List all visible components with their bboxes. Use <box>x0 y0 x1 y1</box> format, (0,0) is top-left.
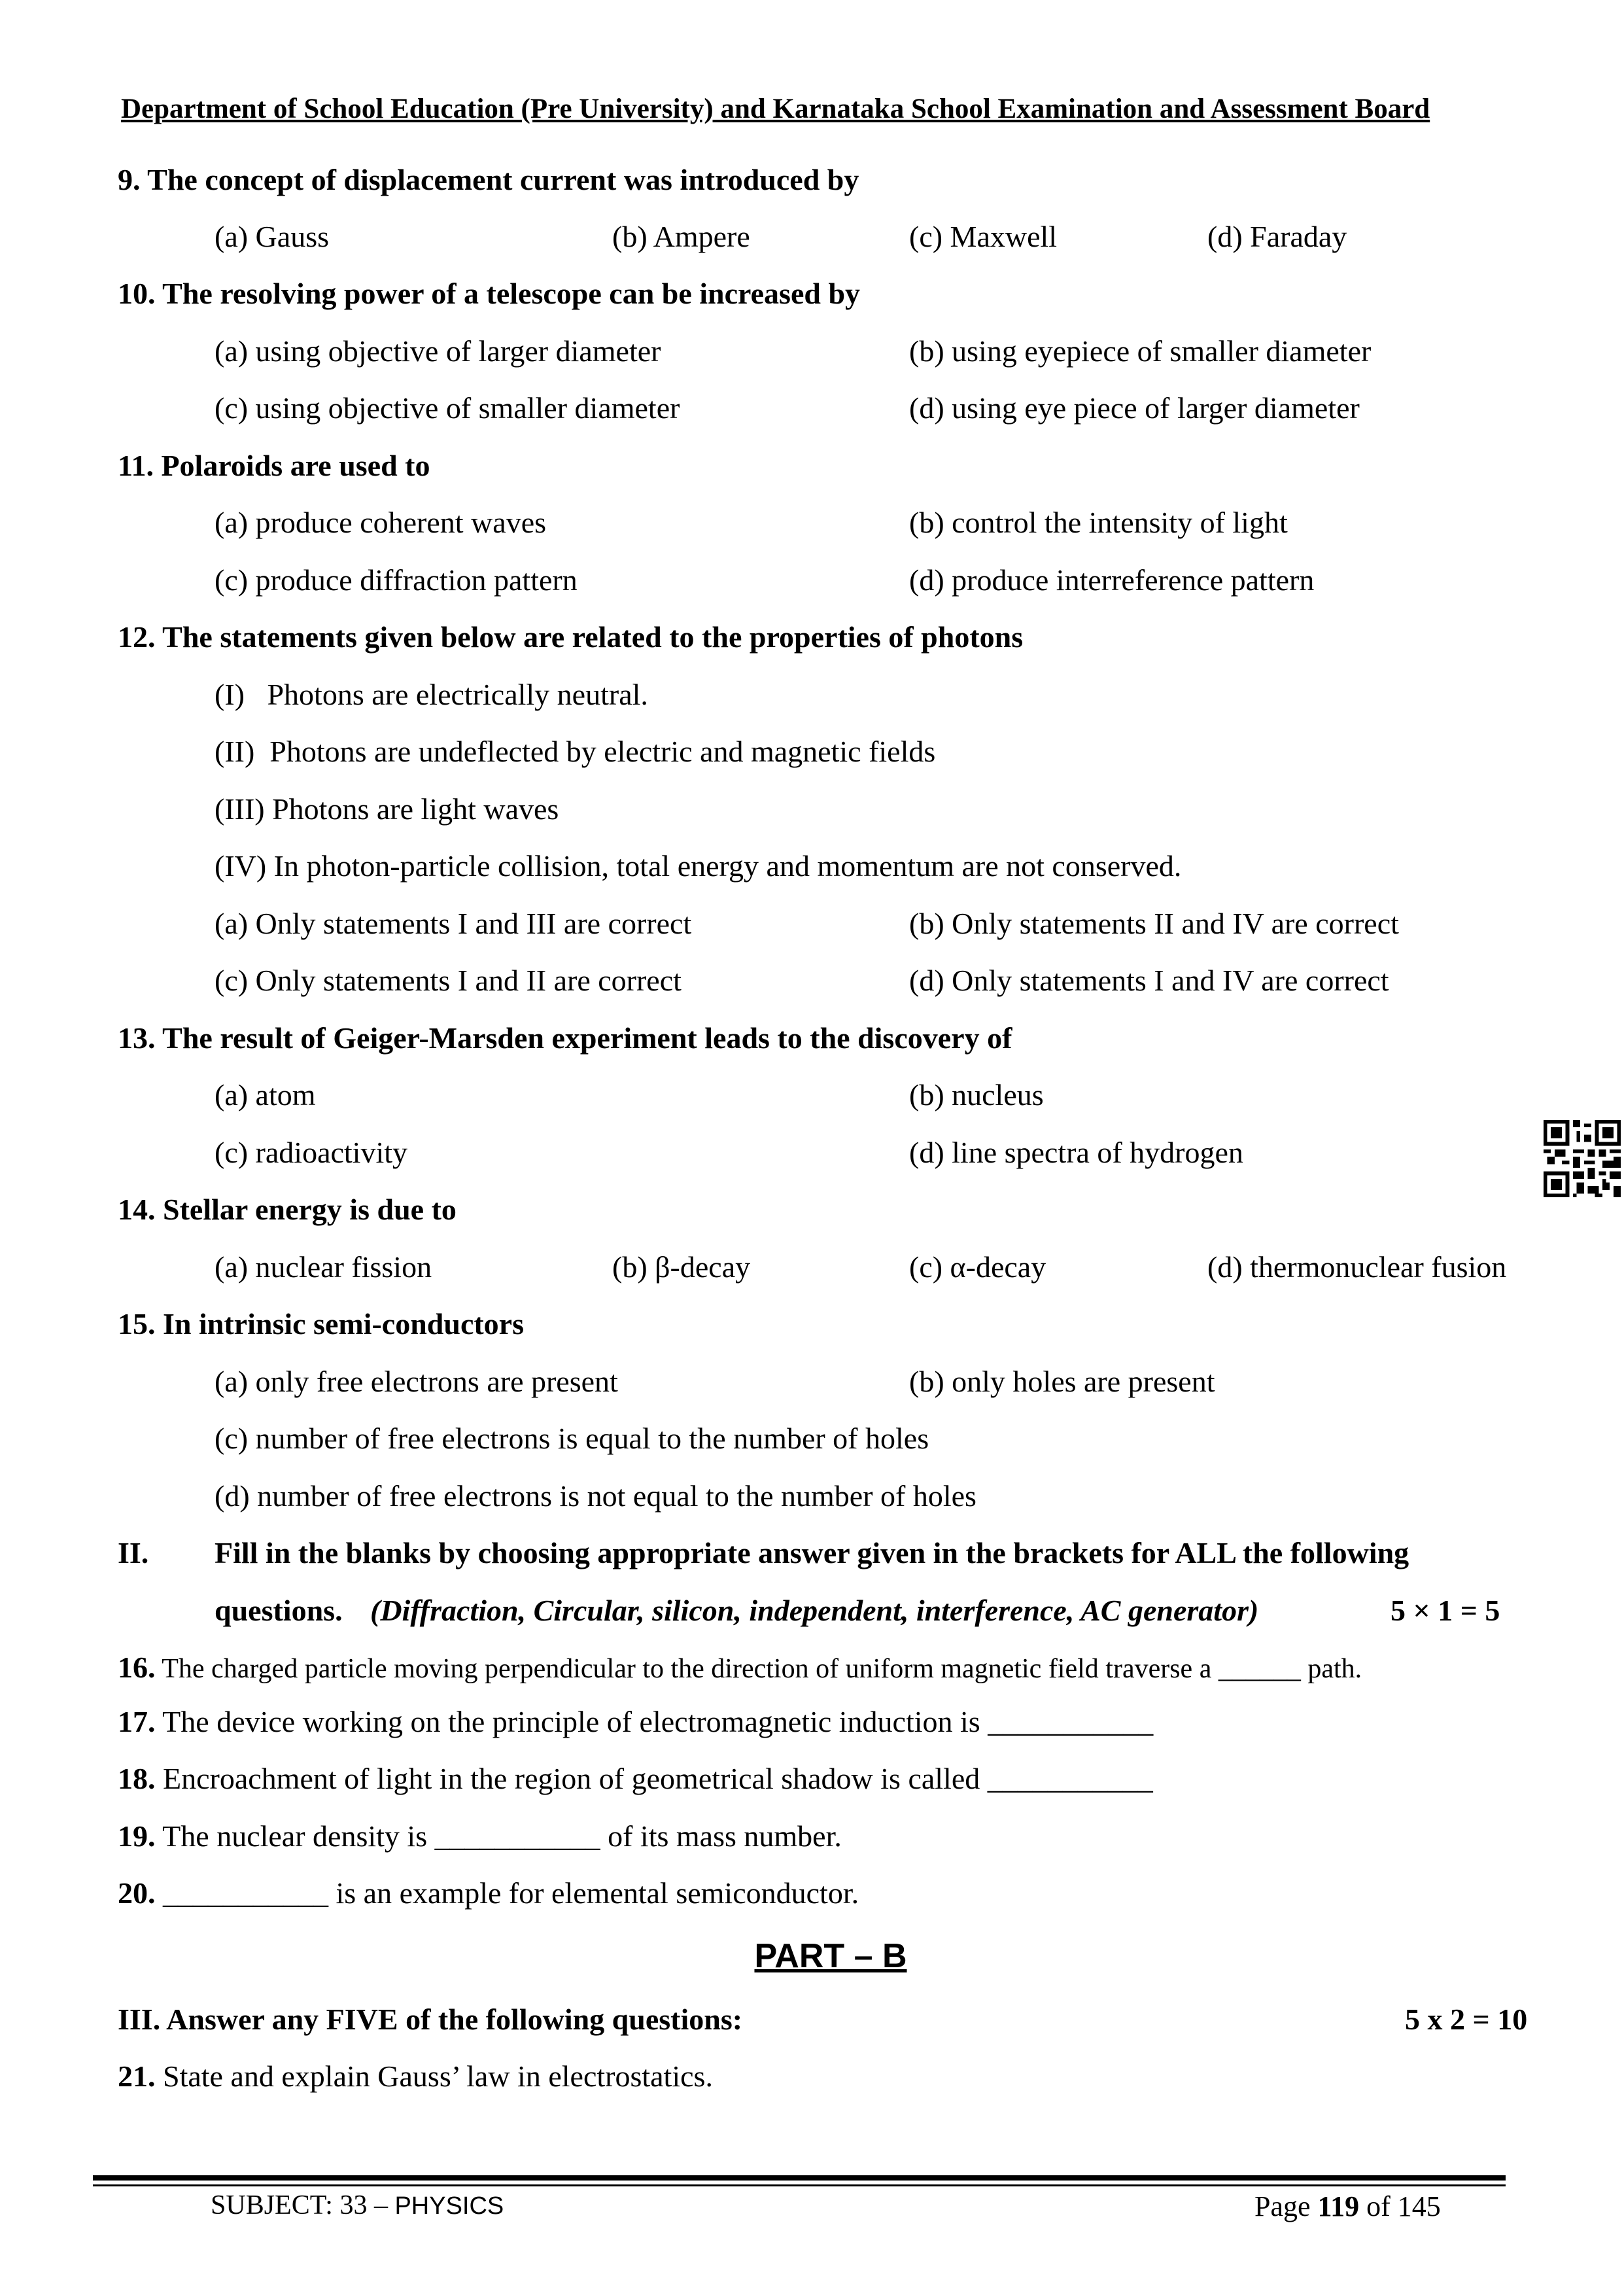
section-2-instruction: Fill in the blanks by choosing appropriate answer given in the brackets for ALL the following <box>215 1536 1409 1569</box>
footer-rule-thick <box>93 2175 1506 2181</box>
q12-option-a: (a) Only statements I and III are correct <box>215 907 692 940</box>
q14-option-d: (d) thermonuclear fusion <box>1207 1250 1507 1284</box>
q11-option-b: (b) control the intensity of light <box>909 506 1288 539</box>
part-b-title: PART – B <box>754 1937 907 1975</box>
question-18 <box>118 1761 1153 1796</box>
q21-text: State and explain Gauss’ law in electrostatics. <box>163 2059 713 2093</box>
q15-option-d: (d) number of free electrons is not equal to the number of holes <box>215 1479 976 1513</box>
q21-number: 21. <box>118 2059 156 2093</box>
q11-option-a: (a) produce coherent waves <box>215 506 547 539</box>
question-21 <box>118 2059 713 2094</box>
footer-page <box>1254 2190 1441 2223</box>
question-12: 12. The statements given below are related to the properties of photons <box>118 620 1024 654</box>
footer-subject-prefix: SUBJECT: 33 – <box>211 2190 395 2220</box>
q9-option-a: (a) Gauss <box>215 220 329 253</box>
q20-number: 20. <box>118 1876 156 1910</box>
q12-option-c: (c) Only statements I and II are correct <box>215 964 682 997</box>
q12-statement-1: (I) Photons are electrically neutral. <box>215 678 648 711</box>
q15-option-b: (b) only holes are present <box>909 1365 1215 1398</box>
q9-option-b: (b) Ampere <box>612 220 750 253</box>
q12-statement-3: (III) Photons are light waves <box>215 792 559 826</box>
q16-number: 16. <box>118 1651 156 1684</box>
q12-statement-4: (IV) In photon-particle collision, total energy and momentum are not conserved. <box>215 849 1182 883</box>
footer-subject-name: PHYSICS <box>394 2192 504 2220</box>
question-19 <box>118 1819 842 1853</box>
q12-option-d: (d) Only statements I and IV are correct <box>909 964 1389 997</box>
q12-option-b: (b) Only statements II and IV are correct <box>909 907 1399 940</box>
q10-option-b: (b) using eyepiece of smaller diameter <box>909 334 1372 368</box>
q9-option-d: (d) Faraday <box>1207 220 1347 253</box>
section-2-choices: (Diffraction, Circular, silicon, independent, interference, AC generator) <box>370 1594 1259 1627</box>
q13-option-c: (c) radioactivity <box>215 1136 408 1169</box>
section-2-instruction-cont: questions. <box>215 1594 343 1627</box>
footer-page-label: Page <box>1254 2190 1318 2222</box>
question-10: 10. The resolving power of a telescope can be increased by <box>118 277 861 310</box>
question-16 <box>118 1650 1362 1685</box>
question-14: 14. Stellar energy is due to <box>118 1193 457 1226</box>
footer-subject <box>211 2190 504 2221</box>
board-header: Department of School Education (Pre University) and Karnataka School Examination and Assessment Board <box>121 94 1430 124</box>
q20-text: ___________ is an example for elemental semiconductor. <box>163 1876 859 1910</box>
q19-text: The nuclear density is ___________ of its mass number. <box>162 1819 842 1853</box>
q17-number: 17. <box>118 1705 156 1738</box>
q10-option-c: (c) using objective of smaller diameter <box>215 391 680 425</box>
q14-option-a: (a) nuclear fission <box>215 1250 432 1284</box>
section-3-marks: 5 x 2 = 10 <box>1405 2003 1528 2036</box>
question-17 <box>118 1704 1153 1739</box>
q19-number: 19. <box>118 1819 156 1853</box>
q13-option-a: (a) atom <box>215 1078 316 1112</box>
section-2-numeral: II. <box>118 1536 149 1569</box>
q11-option-d: (d) produce interreference pattern <box>909 563 1315 597</box>
section-3-instruction: III. Answer any FIVE of the following questions: <box>118 2003 743 2036</box>
question-13: 13. The result of Geiger-Marsden experiment leads to the discovery of <box>118 1021 1012 1055</box>
section-2-marks: 5 × 1 = 5 <box>1391 1594 1500 1627</box>
q14-option-c: (c) α-decay <box>909 1250 1046 1284</box>
q10-option-a: (a) using objective of larger diameter <box>215 334 661 368</box>
question-20 <box>118 1876 859 1910</box>
q10-option-d: (d) using eye piece of larger diameter <box>909 391 1360 425</box>
q14-option-b: (b) β-decay <box>612 1250 751 1284</box>
q11-option-c: (c) produce diffraction pattern <box>215 563 578 597</box>
q15-option-c: (c) number of free electrons is equal to the number of holes <box>215 1422 929 1455</box>
q18-number: 18. <box>118 1762 156 1795</box>
footer-page-number: 119 <box>1317 2190 1360 2222</box>
q9-option-c: (c) Maxwell <box>909 220 1058 253</box>
q17-text: The device working on the principle of electromagnetic induction is ___________ <box>162 1705 1154 1738</box>
q12-statement-2: (II) Photons are undeflected by electric and magnetic fields <box>215 735 936 768</box>
footer-page-total: of 145 <box>1359 2190 1441 2222</box>
q13-option-d: (d) line spectra of hydrogen <box>909 1136 1243 1169</box>
question-9: 9. The concept of displacement current was introduced by <box>118 163 859 196</box>
question-15: 15. In intrinsic semi-conductors <box>118 1307 524 1340</box>
q18-text: Encroachment of light in the region of geometrical shadow is called ___________ <box>163 1762 1153 1795</box>
q15-option-a: (a) only free electrons are present <box>215 1365 618 1398</box>
qr-code-icon <box>1544 1120 1621 1197</box>
footer-rule-thin <box>93 2184 1506 2186</box>
q16-text: The charged particle moving perpendicular to the direction of uniform magnetic field traverse a ______ path. <box>162 1654 1362 1684</box>
question-11: 11. Polaroids are used to <box>118 449 430 482</box>
q13-option-b: (b) nucleus <box>909 1078 1044 1112</box>
